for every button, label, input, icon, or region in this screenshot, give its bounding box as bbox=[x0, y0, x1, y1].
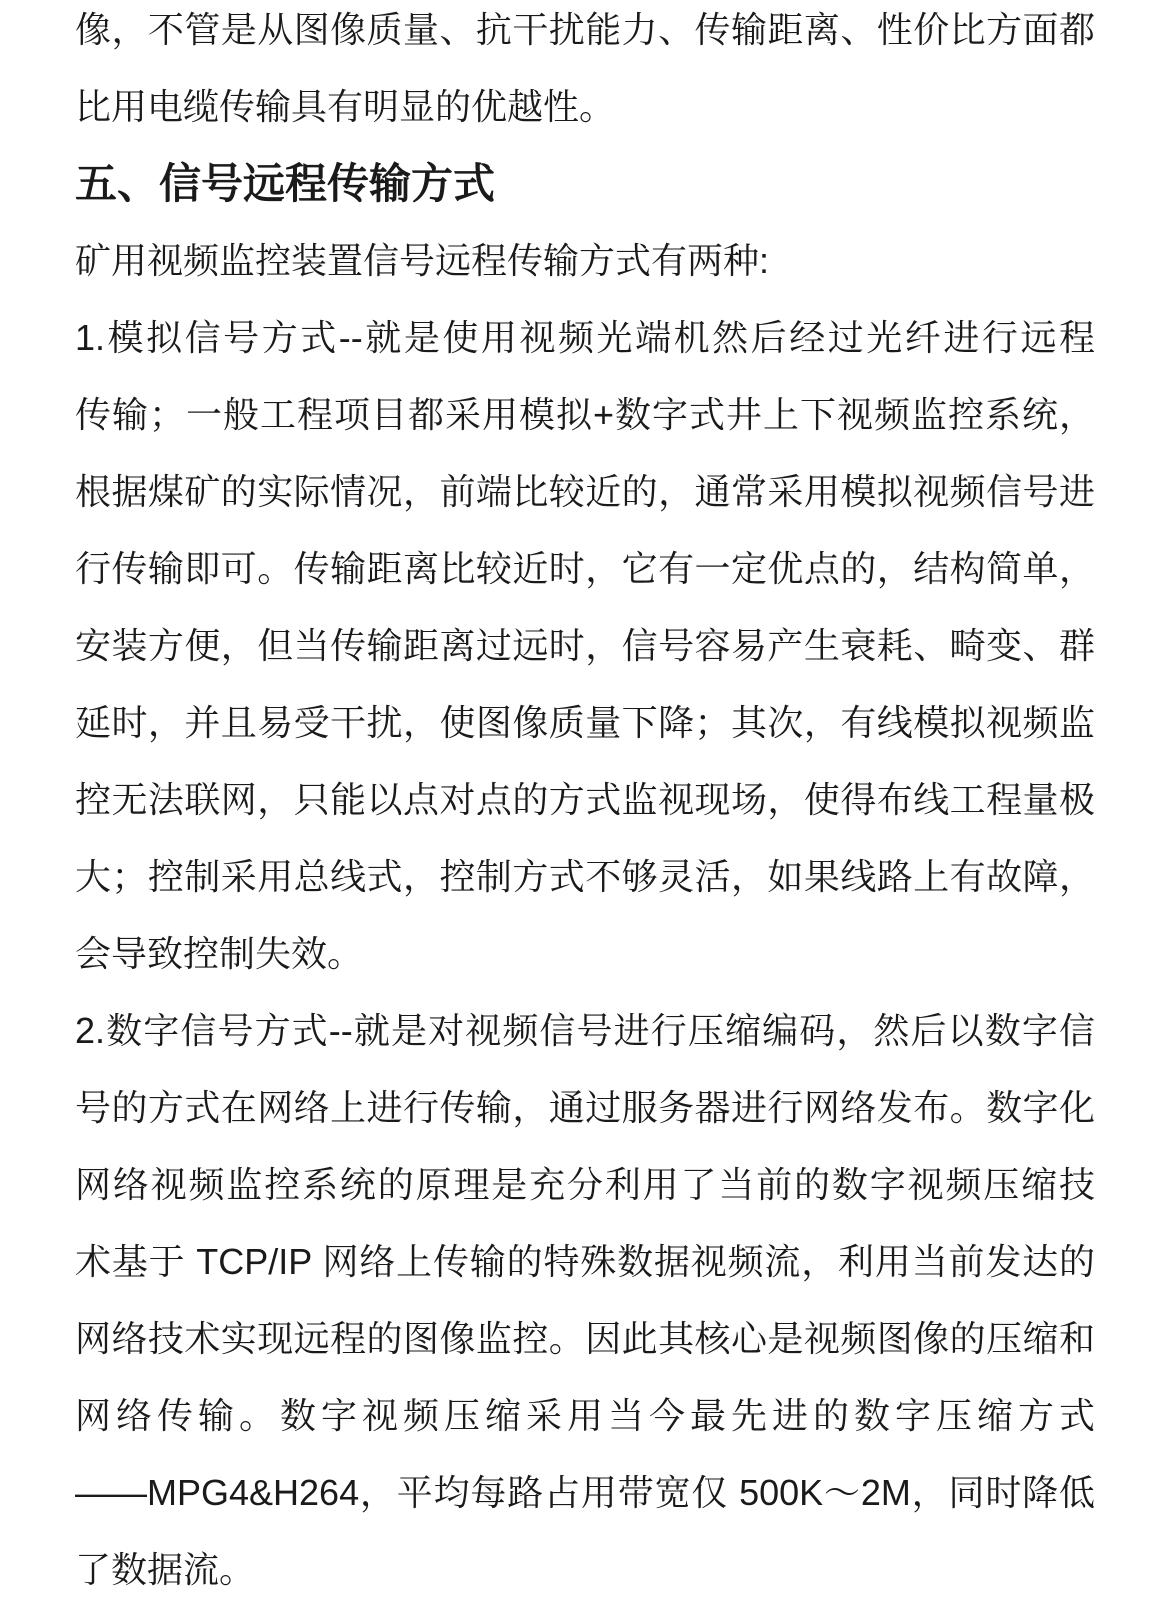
text-line: 根据煤矿的实际情况，前端比较近的，通常采用模拟视频信号进 bbox=[75, 471, 1095, 512]
text-line: 安装方便，但当传输距离过远时，信号容易产生衰耗、畸变、群 bbox=[75, 625, 1095, 666]
text-line: 延时，并且易受干扰，使图像质量下降；其次，有线模拟视频监 bbox=[75, 702, 1095, 743]
text-line: 会导致控制失效。 bbox=[75, 933, 364, 974]
text-line: 控无法联网，只能以点对点的方式监视现场，使得布线工程量极 bbox=[75, 779, 1095, 820]
text-line: 了数据流。 bbox=[75, 1549, 256, 1590]
text-line: 五、信号远程传输方式 bbox=[75, 160, 496, 207]
para-cable-comparison-continued bbox=[75, 0, 1095, 145]
para-analog-signal-method bbox=[75, 299, 1095, 992]
para-digital-signal-method bbox=[75, 992, 1095, 1608]
text-line: 像，不管是从图像质量、抗干扰能力、传输距离、性价比方面都 bbox=[75, 9, 1095, 50]
text-line: 大；控制采用总线式，控制方式不够灵活，如果线路上有故障， bbox=[75, 856, 1095, 897]
text-line: 术基于 TCP/IP 网络上传输的特殊数据视频流，利用当前发达的 bbox=[75, 1241, 1095, 1282]
text-line: 行传输即可。传输距离比较近时，它有一定优点的，结构简单， bbox=[75, 548, 1095, 589]
section-heading-transmission-methods bbox=[75, 145, 1095, 222]
text-line: 比用电缆传输具有明显的优越性。 bbox=[75, 86, 616, 127]
document-body bbox=[75, 0, 1095, 1608]
text-line: ——MPG4&H264，平均每路占用带宽仅 500K～2M，同时降低 bbox=[75, 1472, 1095, 1513]
text-line: 传输；一般工程项目都采用模拟+数字式井上下视频监控系统， bbox=[75, 394, 1095, 435]
text-line: 2.数字信号方式--就是对视频信号进行压缩编码，然后以数字信 bbox=[75, 1010, 1095, 1051]
text-line: 矿用视频监控装置信号远程传输方式有两种: bbox=[75, 240, 770, 281]
text-line: 号的方式在网络上进行传输，通过服务器进行网络发布。数字化 bbox=[75, 1087, 1095, 1128]
para-two-methods-intro bbox=[75, 222, 1095, 299]
text-line: 网络技术实现远程的图像监控。因此其核心是视频图像的压缩和 bbox=[75, 1318, 1095, 1359]
text-line: 网络传输。数字视频压缩采用当今最先进的数字压缩方式 bbox=[75, 1395, 1095, 1436]
text-line: 网络视频监控系统的原理是充分利用了当前的数字视频压缩技 bbox=[75, 1164, 1095, 1205]
text-line: 1.模拟信号方式--就是使用视频光端机然后经过光纤进行远程 bbox=[75, 317, 1095, 358]
